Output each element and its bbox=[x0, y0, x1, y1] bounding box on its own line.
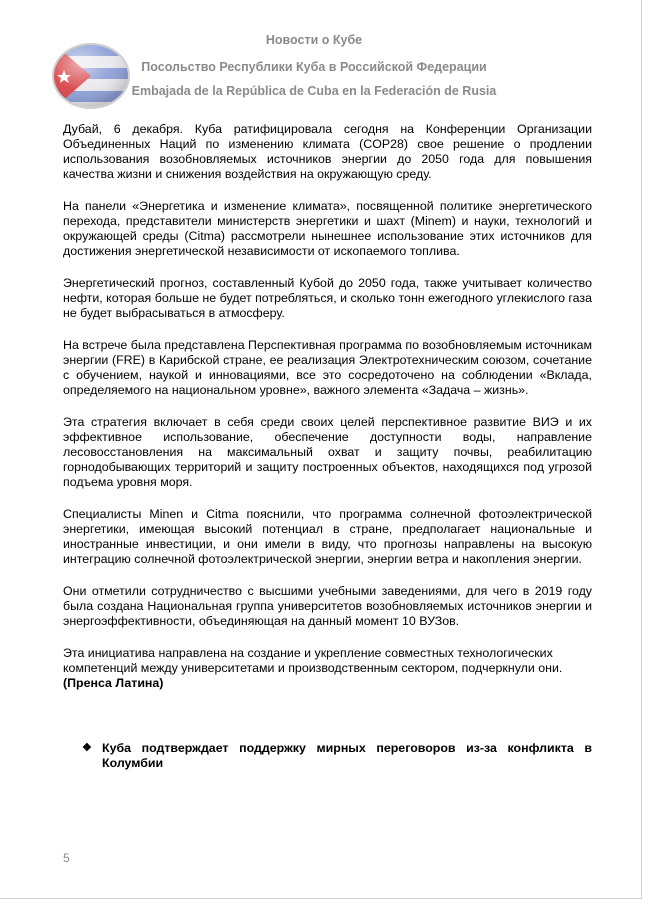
page-number: 5 bbox=[63, 851, 70, 865]
article-paragraph: На встрече была представлена Перспективная программа по возобновляемым источникам энергии (FRE) в Карибской стране, ее реализация Электротехническим союзом, сочетание с обучением, наукой и инновациями, все это сосредоточено на соблюдении «Вклада, определяемого на национальном уровне», важного элемента «Задача – жизнь». bbox=[63, 338, 592, 397]
header-title: Новости о Кубе bbox=[265, 33, 363, 47]
article-last-paragraph bbox=[63, 646, 592, 691]
related-article-title[interactable]: Куба подтверждает поддержку мирных переговоров из-за конфликта в Колумбии bbox=[102, 741, 592, 770]
article-paragraph: На панели «Энергетика и изменение климата», посвященной политике энергетического перехода, представители министерств энергетики и шахт (Minem) и науки, технологий и окружающей среды (Citma) рассмотрели нынешнее использование этих источников для достижения энергетической независимости от ископаемого топлива. bbox=[63, 199, 592, 258]
article-paragraph: Специалисты Minen и Citma пояснили, что программа солнечной фотоэлектрической энергетики, имеющая высокий потенциал в стране, предполагает национальные и иностранные инвестиции, и они имели в виду, что прогнозы направлены на высокую интеграцию солнечной фотоэлектрической энергии, энергии ветра и накопления энергии. bbox=[63, 507, 592, 566]
header-embassy-es: Embajada de la República de Cuba en la Federación de Rusia bbox=[131, 84, 497, 98]
diamond-bullet-icon: ❖ bbox=[82, 742, 92, 754]
article-paragraph: Энергетический прогноз, составленный Кубой до 2050 года, также учитывает количество нефти, которая больше не будет потребляться, и сколько тонн ежегодного углекислого газа не будет выбрасываться в атмосферу. bbox=[63, 276, 592, 320]
article-paragraph: Они отметили сотрудничество с высшими учебными заведениями, для чего в 2019 году была создана Национальная группа университетов возобновляемых источников энергии и энергоэффективности, объединяющая на данный момент 10 ВУЗов. bbox=[63, 584, 592, 628]
cuba-flag-sphere-icon bbox=[51, 41, 131, 111]
article-source: (Пренса Латина) bbox=[63, 676, 164, 690]
related-article-item[interactable] bbox=[83, 741, 592, 771]
article-body bbox=[63, 122, 592, 708]
article-last-text: Эта инициатива направлена на создание и укрепление совместных технологических компетенций между университетами и производственным сектором, подчеркнули они. bbox=[63, 646, 563, 675]
header-embassy-ru: Посольство Республики Куба в Российской Федерации bbox=[141, 60, 487, 74]
article-paragraph: Дубай, 6 декабря. Куба ратифицировала сегодня на Конференции Организации Объединенных Наций по изменению климата (COP28) свое решение о продлении использования возобновляемых источников энергии до 2050 года для повышения качества жизни и снижения воздействия на окружающую среду. bbox=[63, 122, 592, 181]
article-paragraph: Эта стратегия включает в себя среди своих целей перспективное развитие ВИЭ и их эффективное использование, обеспечение доступности воды, направление лесовосстановления на максимальный охват и защиту почвы, реабилитацию горнодобывающих территорий и защиту построенных объектов, находящихся под угрозой подъема уровня моря. bbox=[63, 415, 592, 489]
